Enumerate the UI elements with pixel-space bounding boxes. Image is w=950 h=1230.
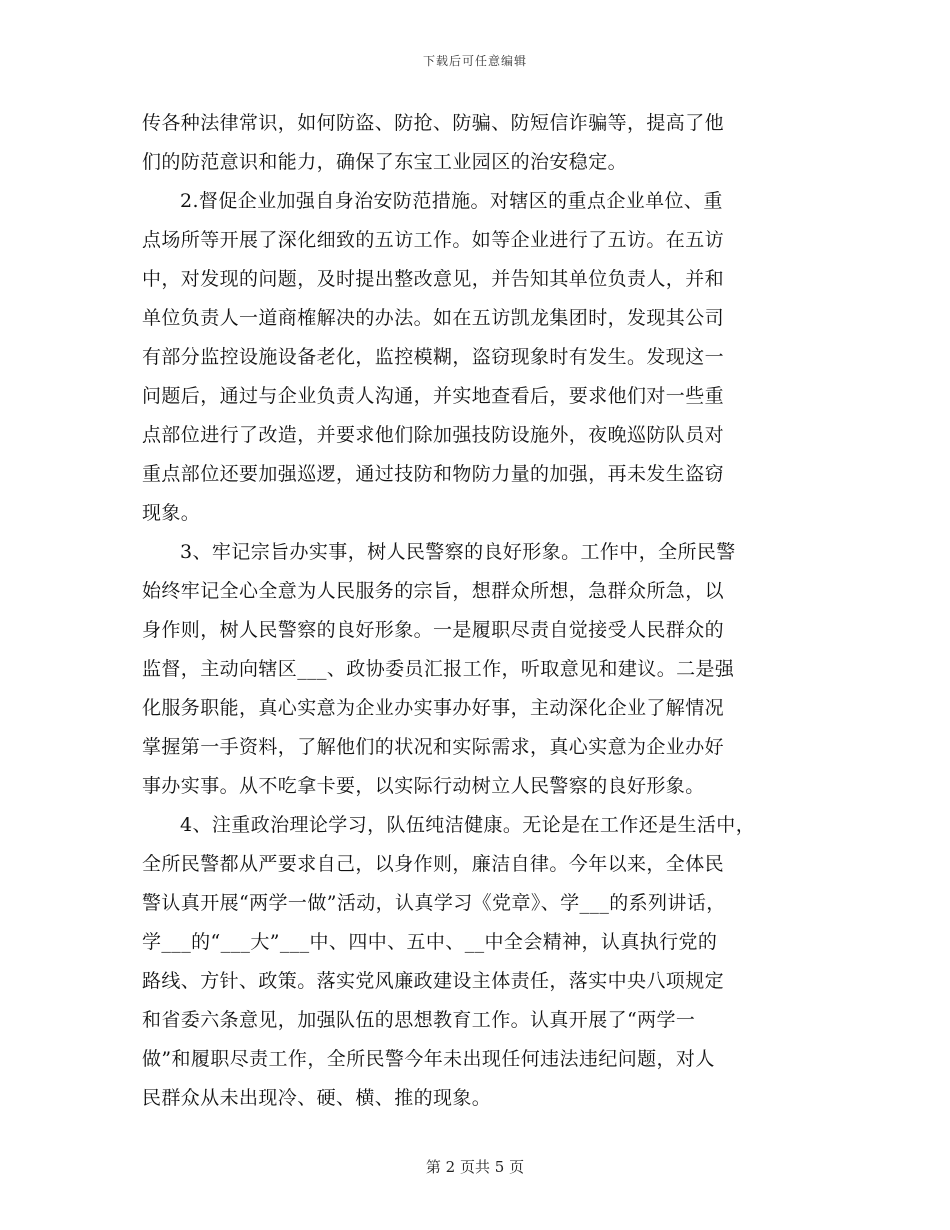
text-line: 问题后，通过与企业负责人沟通，并实地查看后，要求他们对一些重 <box>142 385 725 407</box>
text-line: 点部位进行了改造，并要求他们除加强技防设施外，夜晚巡防队员对 <box>142 424 725 446</box>
text-line: 事办实事。从不吃拿卡要，以实际行动树立人民警察的良好形象。 <box>142 775 705 797</box>
text-line: 掌握第一手资料，了解他们的状况和实际需求，真心实意为企业办好 <box>142 736 725 758</box>
text-line: 点场所等开展了深化细致的五访工作。如等企业进行了五访。在五访 <box>142 229 725 251</box>
page-header: 下载后可任意编辑 <box>422 54 527 68</box>
text-line: 传各种法律常识，如何防盗、防抢、防骗、防短信诈骗等，提高了他 <box>142 112 725 134</box>
text-line: 化服务职能，真心实意为企业办实事办好事，主动深化企业了解情况 <box>142 697 725 719</box>
text-line: 路线、方针、政策。落实党风廉政建设主体责任，落实中央八项规定 <box>142 970 725 992</box>
text-line: 始终牢记全心全意为人民服务的宗旨，想群众所想，急群众所急，以 <box>142 580 725 602</box>
text-line: 民群众从未出现冷、硬、横、推的现象。 <box>142 1087 492 1109</box>
paragraph-start-3: 3、牢记宗旨办实事，树人民警察的良好形象。工作中，全所民警 <box>180 541 736 563</box>
text-line: 监督，主动向辖区___、政协委员汇报工作，听取意见和建议。二是强 <box>142 658 735 680</box>
text-line: 全所民警都从严要求自己，以身作则，廉洁自律。今年以来，全体民 <box>142 853 725 875</box>
text-line: 中，对发现的问题，及时提出整改意见，并告知其单位负责人，并和 <box>142 268 725 290</box>
text-line: 有部分监控设施设备老化，监控模糊，盗窃现象时有发生。发现这一 <box>142 346 725 368</box>
paragraph-start-2: 2.督促企业加强自身治安防范措施。对辖区的重点企业单位、重 <box>180 190 723 212</box>
text-line: 们的防范意识和能力，确保了东宝工业园区的治安稳定。 <box>142 151 628 173</box>
text-line: 单位负责人一道商榷解决的办法。如在五访凯龙集团时，发现其公司 <box>142 307 725 329</box>
paragraph-start-4: 4、注重政治理论学习，队伍纯洁健康。无论是在工作还是生活中， <box>180 814 756 836</box>
text-line: 现象。 <box>142 502 201 524</box>
text-line: 警认真开展“两学一做”活动，认真学习《党章》、学___的系列讲话， <box>142 892 726 914</box>
page-number-footer: 第 2 页共 5 页 <box>425 1158 525 1176</box>
document-body <box>142 104 812 1118</box>
text-line: 和省委六条意见，加强队伍的思想教育工作。认真开展了“两学一 <box>142 1009 696 1031</box>
text-line: 做”和履职尽责工作，全所民警今年未出现任何违法违纪问题，对人 <box>142 1048 715 1070</box>
text-line: 重点部位还要加强巡逻，通过技防和物防力量的加强，再未发生盗窃 <box>142 463 725 485</box>
text-line: 身作则，树人民警察的良好形象。一是履职尽责自觉接受人民群众的 <box>142 619 725 641</box>
text-line: 学___的“___大”___中、四中、五中、__中全会精神，认真执行党的 <box>142 931 718 953</box>
